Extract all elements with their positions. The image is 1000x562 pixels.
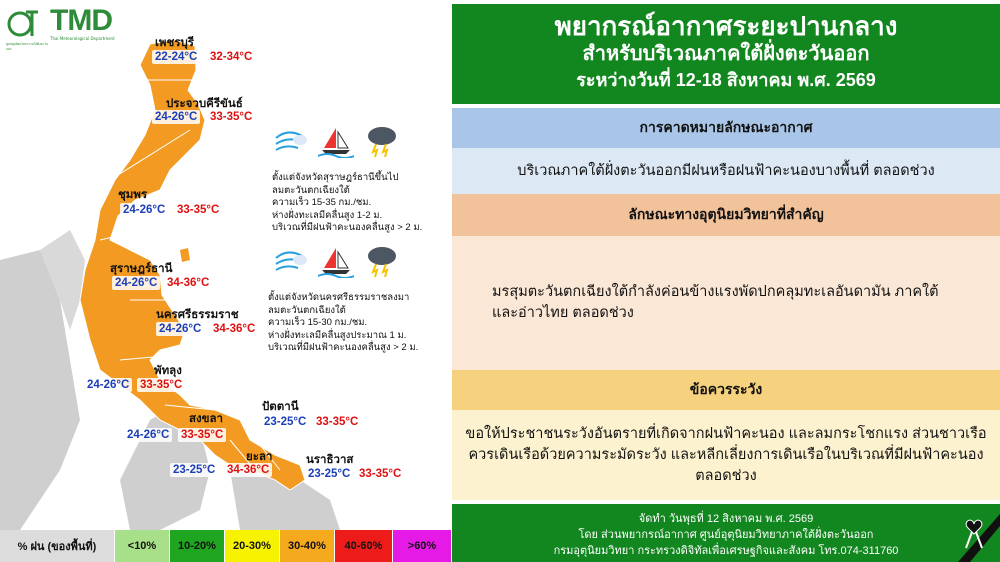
mourning-ribbon-icon	[948, 504, 1000, 562]
wave-info-lower	[268, 292, 418, 355]
footer-department: กรมอุตุนิยมวิทยา กระทรวงดิจิทัลเพื่อเศรษฐกิจและสังคม โทร.074-311760	[553, 545, 899, 557]
wave-icons-lower	[272, 244, 400, 278]
legend-item: >60%	[393, 530, 452, 562]
wave-icons-upper	[272, 124, 400, 158]
header-banner	[452, 4, 1000, 104]
sailboat-icon	[318, 124, 354, 158]
temp-max-chumphon: 33-35°C	[174, 203, 222, 217]
legend-item: <10%	[115, 530, 170, 562]
legend-item: 30-40%	[280, 530, 335, 562]
province-label-nakhon: นครศรีธรรมราช	[156, 309, 239, 321]
thunderstorm-icon	[364, 244, 400, 278]
temp-max-pattani: 33-35°C	[313, 415, 361, 429]
footer-banner	[452, 504, 1000, 562]
tmd-logo-text: TMD	[50, 4, 112, 37]
wave-lower-storm: บริเวณที่มีฝนฟ้าคะนองคลื่นสูง > 2 ม.	[268, 342, 419, 353]
island-samui	[180, 248, 190, 262]
province-label-narathiwat: นราธิวาส	[306, 454, 354, 466]
province-label-surat: สุราษฎร์ธานี	[110, 263, 173, 275]
footer-issuer: โดย ส่วนพยากรณ์อากาศ ศูนย์อุตุนิยมวิทยาภาคใต้ฝั่งตะวันออก	[578, 529, 874, 541]
temp-min-phetchaburi: 22-24°C	[152, 50, 200, 64]
province-label-chumphon: ชุมพร	[118, 189, 148, 201]
meteo-section-body: มรสุมตะวันตกเฉียงใต้กำลังค่อนข้างแรงพัดปกคลุมทะเลอันดามัน ภาคใต้และอ่าวไทย ตลอดช่วง	[452, 236, 1000, 370]
province-label-pattani: ปัตตานี	[262, 401, 299, 413]
legend-item: 10-20%	[170, 530, 225, 562]
wind-icon	[272, 244, 308, 278]
legend-item: 20-30%	[225, 530, 280, 562]
wave-upper-height: ห่างฝั่งทะเลมีคลื่นสูง 1-2 ม.	[272, 209, 383, 221]
thunderstorm-icon	[364, 124, 400, 158]
temp-max-phatthalung: 33-35°C	[137, 378, 185, 392]
temp-max-yala: 34-36°C	[224, 463, 272, 477]
temp-min-yala: 23-25°C	[170, 463, 218, 477]
wind-icon	[272, 124, 308, 158]
wave-info-upper	[272, 172, 422, 235]
dmr-logo-icon	[6, 6, 48, 44]
temp-max-nakhon: 34-36°C	[210, 322, 258, 336]
temp-max-surat: 34-36°C	[164, 276, 212, 290]
wave-upper-speed: ความเร็ว 15-35 กม./ชม.	[272, 197, 372, 208]
weather-section-body: บริเวณภาคใต้ฝั่งตะวันออกมีฝนหรือฝนฟ้าคะนองบางพื้นที่ ตลอดช่วง	[452, 148, 1000, 194]
province-label-songkhla: สงขลา	[189, 413, 224, 425]
page-title: พยากรณ์อากาศระยะปานกลาง	[554, 11, 898, 41]
province-label-phetchaburi: เพชรบุรี	[155, 37, 194, 49]
temp-min-phatthalung: 24-26°C	[84, 378, 132, 392]
temp-max-songkhla: 33-35°C	[178, 428, 226, 442]
caution-section-title: ข้อควรระวัง	[452, 370, 1000, 410]
province-label-prachuap: ประจวบคีรีขันธ์	[166, 98, 243, 110]
footer-date: จัดทำ วันพุธที่ 12 สิงหาคม พ.ศ. 2569	[638, 513, 814, 525]
wave-lower-area: ตั้งแต่จังหวัดนครศรีธรรมราชลงมา	[268, 292, 410, 303]
temp-max-narathiwat: 33-35°C	[356, 467, 404, 481]
temp-max-phetchaburi: 32-34°C	[207, 50, 255, 64]
map-panel	[0, 0, 452, 562]
temp-min-narathiwat: 23-25°C	[305, 467, 353, 481]
wave-lower-height: ห่างฝั่งทะเลมีคลื่นสูงประมาณ 1 ม.	[268, 329, 407, 341]
dmr-logo-caption: ศูนย์อุตุนิยมวิทยาภาคใต้ฝั่งตะวันออก	[6, 42, 48, 51]
rain-legend	[0, 530, 452, 562]
wave-lower-speed: ความเร็ว 15-30 กม./ชม.	[268, 317, 368, 328]
temp-max-prachuap: 33-35°C	[207, 110, 255, 124]
temp-min-chumphon: 24-26°C	[120, 203, 168, 217]
meteo-section-title: ลักษณะทางอุตุนิยมวิทยาที่สำคัญ	[452, 194, 1000, 236]
wave-upper-storm: บริเวณที่มีฝนฟ้าคะนองคลื่นสูง > 2 ม.	[272, 222, 423, 233]
province-label-phatthalung: พัทลุง	[154, 365, 182, 377]
temp-min-prachuap: 24-26°C	[152, 110, 200, 124]
legend-item: 40-60%	[335, 530, 393, 562]
wave-upper-area: ตั้งแต่จังหวัดสุราษฎร์ธานีขึ้นไป	[272, 172, 399, 183]
temp-min-nakhon: 24-26°C	[156, 322, 204, 336]
page-subtitle: สำหรับบริเวณภาคใต้ฝั่งตะวันออก	[582, 43, 870, 65]
wave-upper-wind: ลมตะวันตกเฉียงใต้	[272, 184, 350, 196]
logo-group	[6, 4, 126, 51]
forecast-period: ระหว่างวันที่ 12-18 สิงหาคม พ.ศ. 2569	[576, 70, 876, 90]
legend-title: % ฝน (ของพื้นที่)	[0, 530, 115, 562]
temp-min-songkhla: 24-26°C	[124, 428, 172, 442]
caution-section-body: ขอให้ประชาชนระวังอันตรายที่เกิดจากฝนฟ้าคะนอง และลมกระโชกแรง ส่วนชาวเรือควรเดินเรือด้วยความระมัดระวัง และหลีกเลี่ยงการเดินเรือในบริเวณที่มีฝนฟ้าคะนอง ตลอดช่วง	[452, 410, 1000, 500]
temp-min-pattani: 23-25°C	[261, 415, 309, 429]
wave-lower-wind: ลมตะวันตกเฉียงใต้	[268, 304, 346, 316]
tmd-logo-caption: Thai Meteorological Department	[50, 36, 115, 41]
weather-section-title: การคาดหมายลักษณะอากาศ	[452, 108, 1000, 148]
sailboat-icon	[318, 244, 354, 278]
temp-min-surat: 24-26°C	[112, 276, 160, 290]
province-label-yala: ยะลา	[246, 451, 273, 463]
text-panel	[452, 0, 1000, 562]
